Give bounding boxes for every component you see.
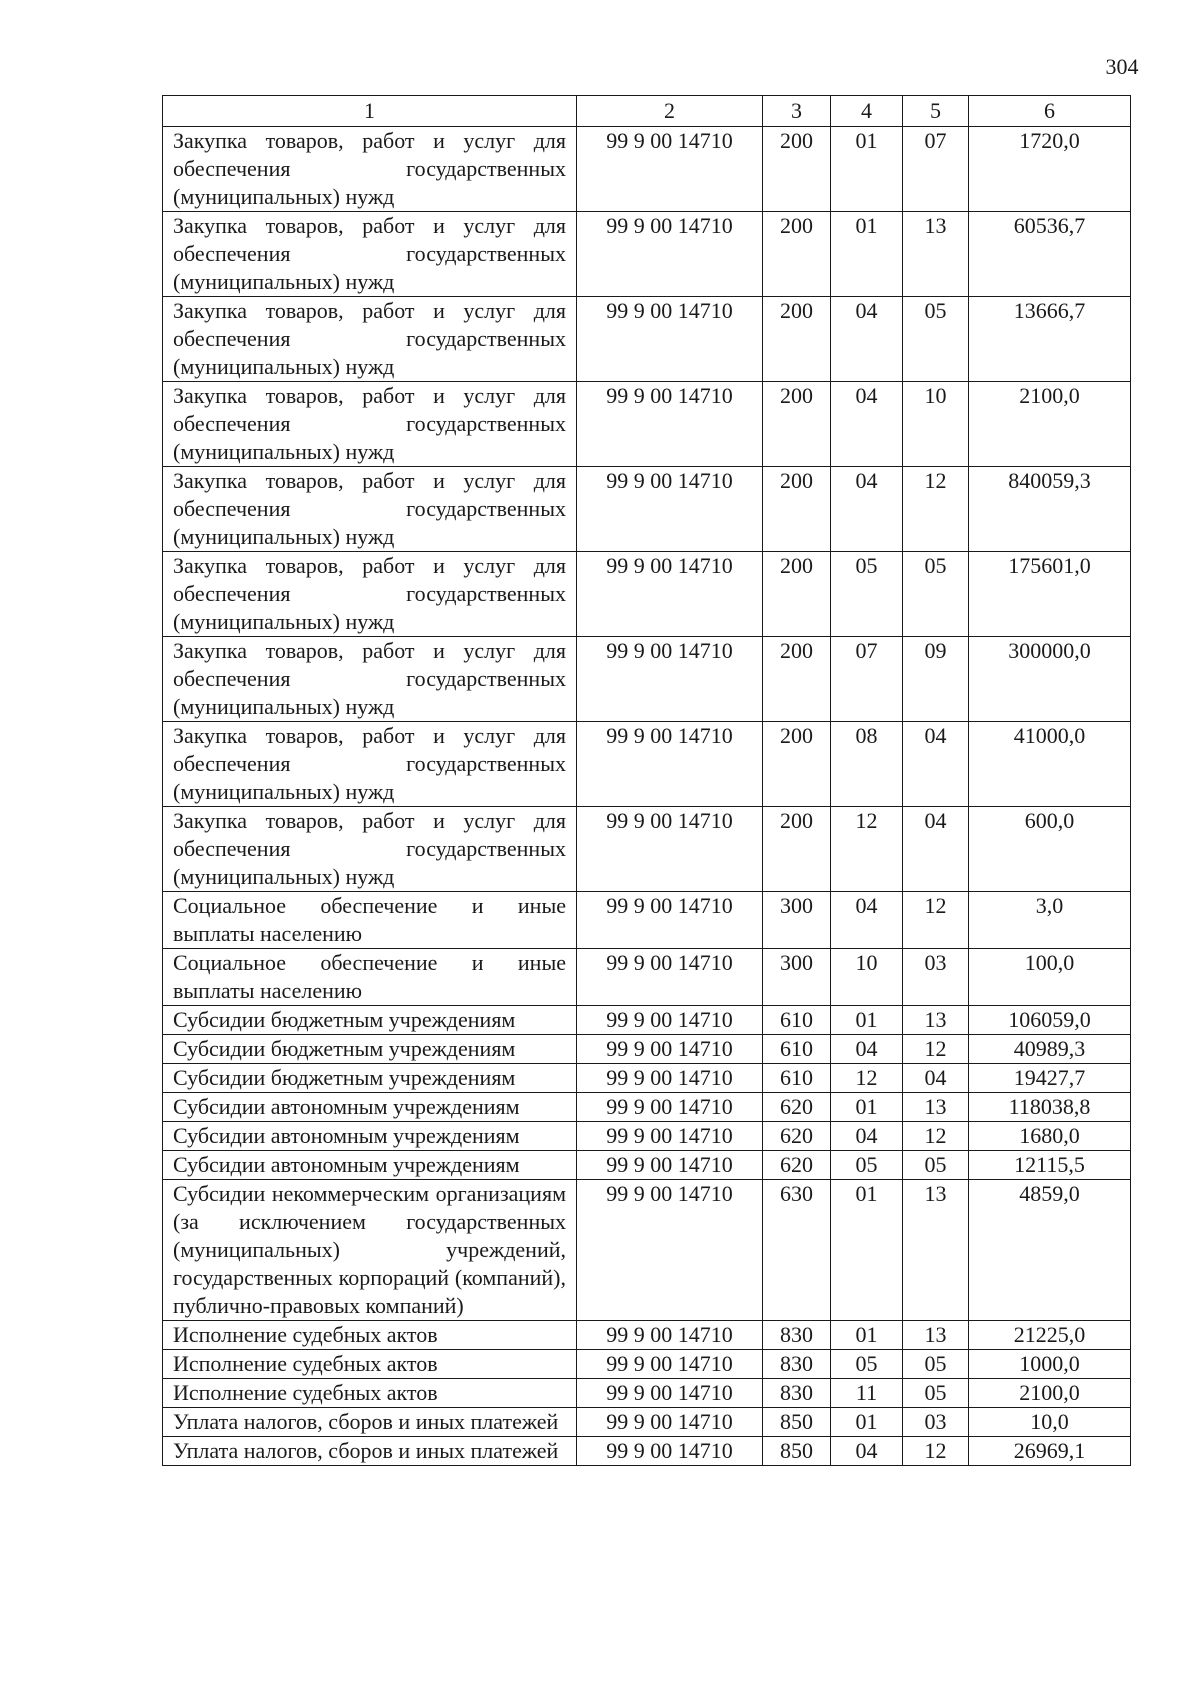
- cell-section: 04: [831, 467, 903, 552]
- cell-subsection: 05: [903, 552, 969, 637]
- table-row: [163, 722, 1131, 807]
- cell-expense-type: 200: [763, 552, 831, 637]
- cell-name: Закупка товаров, работ и услуг для обеспечения государственных (муниципальных) нужд: [163, 807, 577, 892]
- cell-expense-type: 850: [763, 1437, 831, 1466]
- cell-subsection: 04: [903, 807, 969, 892]
- cell-expense-type: 610: [763, 1035, 831, 1064]
- column-header-type: 3: [763, 96, 831, 127]
- cell-subsection: 12: [903, 892, 969, 949]
- cell-name: Закупка товаров, работ и услуг для обеспечения государственных (муниципальных) нужд: [163, 382, 577, 467]
- cell-amount: 3,0: [969, 892, 1131, 949]
- cell-name: Социальное обеспечение и иные выплаты населению: [163, 949, 577, 1006]
- cell-amount: 26969,1: [969, 1437, 1131, 1466]
- cell-code: 99 9 00 14710: [577, 552, 763, 637]
- cell-amount: 13666,7: [969, 297, 1131, 382]
- column-header-code: 2: [577, 96, 763, 127]
- cell-subsection: 13: [903, 1093, 969, 1122]
- table-row: [163, 807, 1131, 892]
- cell-name: Исполнение судебных актов: [163, 1321, 577, 1350]
- cell-expense-type: 200: [763, 807, 831, 892]
- cell-expense-type: 630: [763, 1180, 831, 1321]
- cell-subsection: 13: [903, 1321, 969, 1350]
- cell-code: 99 9 00 14710: [577, 212, 763, 297]
- cell-subsection: 05: [903, 297, 969, 382]
- cell-code: 99 9 00 14710: [577, 637, 763, 722]
- cell-code: 99 9 00 14710: [577, 1180, 763, 1321]
- cell-amount: 41000,0: [969, 722, 1131, 807]
- cell-amount: 106059,0: [969, 1006, 1131, 1035]
- cell-name: Исполнение судебных актов: [163, 1350, 577, 1379]
- cell-section: 01: [831, 1408, 903, 1437]
- cell-code: 99 9 00 14710: [577, 892, 763, 949]
- table-row: [163, 1321, 1131, 1350]
- cell-subsection: 13: [903, 212, 969, 297]
- cell-name: Уплата налогов, сборов и иных платежей: [163, 1437, 577, 1466]
- cell-amount: 4859,0: [969, 1180, 1131, 1321]
- cell-expense-type: 620: [763, 1093, 831, 1122]
- cell-expense-type: 620: [763, 1122, 831, 1151]
- cell-name: Субсидии автономным учреждениям: [163, 1093, 577, 1122]
- cell-section: 01: [831, 1321, 903, 1350]
- table-body: [163, 127, 1131, 1466]
- cell-code: 99 9 00 14710: [577, 1408, 763, 1437]
- cell-subsection: 04: [903, 722, 969, 807]
- table-row: [163, 297, 1131, 382]
- table-row: [163, 1379, 1131, 1408]
- cell-amount: 175601,0: [969, 552, 1131, 637]
- table-row: [163, 212, 1131, 297]
- cell-expense-type: 830: [763, 1379, 831, 1408]
- cell-subsection: 13: [903, 1006, 969, 1035]
- cell-subsection: 03: [903, 949, 969, 1006]
- cell-subsection: 12: [903, 1437, 969, 1466]
- cell-subsection: 12: [903, 467, 969, 552]
- cell-name: Закупка товаров, работ и услуг для обеспечения государственных (муниципальных) нужд: [163, 467, 577, 552]
- cell-amount: 1680,0: [969, 1122, 1131, 1151]
- cell-name: Субсидии некоммерческим организациям (за исключением государственных (муниципальных) учреждений, государственных корпораций (компаний), публично-правовых компаний): [163, 1180, 577, 1321]
- table-row: [163, 127, 1131, 212]
- cell-amount: 60536,7: [969, 212, 1131, 297]
- cell-name: Социальное обеспечение и иные выплаты населению: [163, 892, 577, 949]
- cell-expense-type: 850: [763, 1408, 831, 1437]
- cell-section: 01: [831, 1006, 903, 1035]
- cell-subsection: 12: [903, 1035, 969, 1064]
- cell-expense-type: 200: [763, 297, 831, 382]
- cell-expense-type: 200: [763, 212, 831, 297]
- cell-code: 99 9 00 14710: [577, 382, 763, 467]
- cell-subsection: 13: [903, 1180, 969, 1321]
- cell-amount: 10,0: [969, 1408, 1131, 1437]
- cell-section: 10: [831, 949, 903, 1006]
- table-row: [163, 1437, 1131, 1466]
- cell-code: 99 9 00 14710: [577, 1064, 763, 1093]
- table-row: [163, 949, 1131, 1006]
- cell-code: 99 9 00 14710: [577, 1437, 763, 1466]
- cell-amount: 1720,0: [969, 127, 1131, 212]
- header-row: [163, 96, 1131, 127]
- cell-section: 04: [831, 1122, 903, 1151]
- cell-amount: 300000,0: [969, 637, 1131, 722]
- column-header-subsection: 5: [903, 96, 969, 127]
- cell-section: 05: [831, 1151, 903, 1180]
- cell-expense-type: 200: [763, 722, 831, 807]
- cell-amount: 1000,0: [969, 1350, 1131, 1379]
- column-header-section: 4: [831, 96, 903, 127]
- cell-section: 01: [831, 1093, 903, 1122]
- cell-code: 99 9 00 14710: [577, 1093, 763, 1122]
- cell-section: 04: [831, 297, 903, 382]
- cell-code: 99 9 00 14710: [577, 1006, 763, 1035]
- cell-code: 99 9 00 14710: [577, 1350, 763, 1379]
- cell-code: 99 9 00 14710: [577, 1379, 763, 1408]
- table-row: [163, 552, 1131, 637]
- table-row: [163, 1122, 1131, 1151]
- cell-name: Субсидии автономным учреждениям: [163, 1122, 577, 1151]
- cell-amount: 840059,3: [969, 467, 1131, 552]
- cell-code: 99 9 00 14710: [577, 127, 763, 212]
- cell-code: 99 9 00 14710: [577, 807, 763, 892]
- cell-name: Субсидии бюджетным учреждениям: [163, 1006, 577, 1035]
- cell-name: Закупка товаров, работ и услуг для обеспечения государственных (муниципальных) нужд: [163, 722, 577, 807]
- cell-name: Закупка товаров, работ и услуг для обеспечения государственных (муниципальных) нужд: [163, 552, 577, 637]
- cell-name: Субсидии автономным учреждениям: [163, 1151, 577, 1180]
- cell-amount: 600,0: [969, 807, 1131, 892]
- cell-expense-type: 620: [763, 1151, 831, 1180]
- table-row: [163, 1350, 1131, 1379]
- table-row: [163, 1035, 1131, 1064]
- table-header: [163, 96, 1131, 127]
- cell-subsection: 07: [903, 127, 969, 212]
- cell-code: 99 9 00 14710: [577, 1151, 763, 1180]
- cell-expense-type: 200: [763, 127, 831, 212]
- cell-expense-type: 200: [763, 637, 831, 722]
- cell-name: Закупка товаров, работ и услуг для обеспечения государственных (муниципальных) нужд: [163, 637, 577, 722]
- cell-amount: 19427,7: [969, 1064, 1131, 1093]
- cell-amount: 2100,0: [969, 1379, 1131, 1408]
- cell-name: Закупка товаров, работ и услуг для обеспечения государственных (муниципальных) нужд: [163, 212, 577, 297]
- cell-section: 04: [831, 892, 903, 949]
- cell-amount: 21225,0: [969, 1321, 1131, 1350]
- cell-name: Субсидии бюджетным учреждениям: [163, 1035, 577, 1064]
- cell-expense-type: 200: [763, 382, 831, 467]
- cell-code: 99 9 00 14710: [577, 1321, 763, 1350]
- cell-code: 99 9 00 14710: [577, 1122, 763, 1151]
- cell-name: Исполнение судебных актов: [163, 1379, 577, 1408]
- cell-section: 12: [831, 1064, 903, 1093]
- cell-section: 04: [831, 382, 903, 467]
- cell-subsection: 05: [903, 1350, 969, 1379]
- cell-section: 01: [831, 127, 903, 212]
- table-row: [163, 1006, 1131, 1035]
- cell-subsection: 09: [903, 637, 969, 722]
- table-row: [163, 382, 1131, 467]
- cell-subsection: 10: [903, 382, 969, 467]
- cell-section: 04: [831, 1035, 903, 1064]
- page-number: 304: [1105, 54, 1139, 79]
- cell-code: 99 9 00 14710: [577, 297, 763, 382]
- cell-code: 99 9 00 14710: [577, 949, 763, 1006]
- cell-expense-type: 300: [763, 892, 831, 949]
- cell-expense-type: 830: [763, 1350, 831, 1379]
- cell-expense-type: 610: [763, 1064, 831, 1093]
- cell-name: Закупка товаров, работ и услуг для обеспечения государственных (муниципальных) нужд: [163, 127, 577, 212]
- cell-section: 05: [831, 1350, 903, 1379]
- cell-name: Уплата налогов, сборов и иных платежей: [163, 1408, 577, 1437]
- cell-section: 01: [831, 212, 903, 297]
- column-header-amount: 6: [969, 96, 1131, 127]
- cell-amount: 12115,5: [969, 1151, 1131, 1180]
- cell-name: Субсидии бюджетным учреждениям: [163, 1064, 577, 1093]
- cell-amount: 118038,8: [969, 1093, 1131, 1122]
- cell-amount: 100,0: [969, 949, 1131, 1006]
- cell-expense-type: 610: [763, 1006, 831, 1035]
- cell-section: 07: [831, 637, 903, 722]
- table-row: [163, 1408, 1131, 1437]
- table-row: [163, 1180, 1131, 1321]
- column-header-name: 1: [163, 96, 577, 127]
- cell-subsection: 05: [903, 1379, 969, 1408]
- cell-amount: 2100,0: [969, 382, 1131, 467]
- cell-amount: 40989,3: [969, 1035, 1131, 1064]
- table-row: [163, 1093, 1131, 1122]
- cell-section: 11: [831, 1379, 903, 1408]
- table-row: [163, 1151, 1131, 1180]
- cell-expense-type: 300: [763, 949, 831, 1006]
- cell-subsection: 04: [903, 1064, 969, 1093]
- cell-subsection: 12: [903, 1122, 969, 1151]
- cell-section: 05: [831, 552, 903, 637]
- cell-section: 01: [831, 1180, 903, 1321]
- cell-expense-type: 830: [763, 1321, 831, 1350]
- cell-code: 99 9 00 14710: [577, 1035, 763, 1064]
- budget-table: [162, 95, 1131, 1466]
- table-row: [163, 892, 1131, 949]
- table-row: [163, 637, 1131, 722]
- cell-code: 99 9 00 14710: [577, 722, 763, 807]
- cell-section: 04: [831, 1437, 903, 1466]
- cell-subsection: 03: [903, 1408, 969, 1437]
- cell-name: Закупка товаров, работ и услуг для обеспечения государственных (муниципальных) нужд: [163, 297, 577, 382]
- cell-expense-type: 200: [763, 467, 831, 552]
- table-row: [163, 467, 1131, 552]
- cell-code: 99 9 00 14710: [577, 467, 763, 552]
- cell-subsection: 05: [903, 1151, 969, 1180]
- cell-section: 08: [831, 722, 903, 807]
- cell-section: 12: [831, 807, 903, 892]
- table-row: [163, 1064, 1131, 1093]
